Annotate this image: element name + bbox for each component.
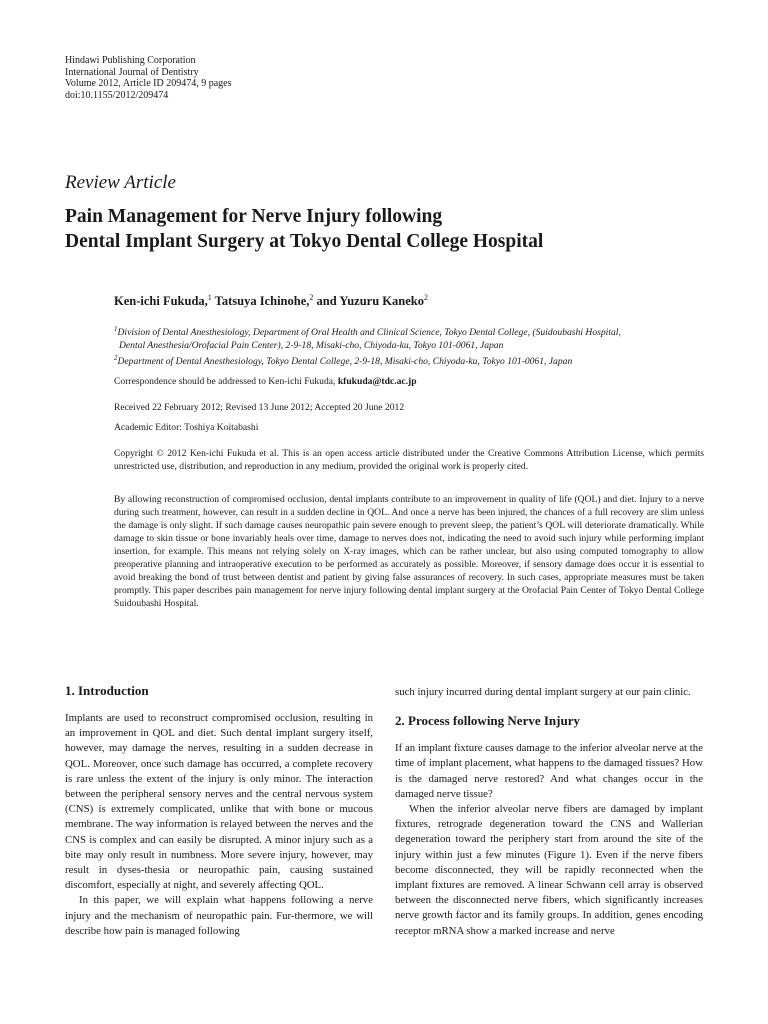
academic-editor: Academic Editor: Toshiya Koitabashi — [114, 422, 259, 433]
author-3-affil: 2 — [423, 293, 428, 302]
affiliation-1: $^1$Division of Dental Anesthesiology, Department of Oral Health and Clinical Science, Tokyo Dental College, (Suidoubashi Hospital, — [114, 325, 621, 339]
author-1: Ken-ichi Fukuda, — [114, 294, 208, 309]
dates: Received 22 February 2012; Revised 13 June 2012; Accepted 20 June 2012 — [114, 402, 405, 413]
paper-title — [65, 204, 715, 254]
correspondence-email[interactable]: kfukuda@tdc.ac.jp — [337, 376, 417, 387]
section-1-heading: 1. Introduction — [65, 683, 149, 698]
section-1-para-1: Implants are used to reconstruct compromised occlusion, resulting in an improvement in QOL and diet. Such dental implant surgery itself, however, may damage the nerves, resulting in a sudden decrease in QOL. Moreover, once such damage has occurred, a complete recovery is rare unless the extent of the injury is only minor. The interaction between the peripheral sensory nerves and the central nervous system (CNS) is extremely complicated, unlike that with bone or mucous membrane. The way information is relayed between the nerves and the CNS is complex and can easily be disrupted. A minor injury such as a bite may only result in numbness. More severe injury, however, may result in dyses-thesia or neuropathic pain, causing sustained discomfort, especially at night, and severely affecting QOL. — [65, 712, 373, 892]
author-1-affil: 1 — [207, 293, 212, 302]
doi: doi:10.1155/2012/209474 — [65, 89, 169, 101]
publisher: Hindawi Publishing Corporation — [65, 55, 196, 66]
left-column — [65, 683, 373, 939]
journal-header — [65, 55, 231, 101]
volume-info: Volume 2012, Article ID 209474, 9 pages — [65, 78, 232, 90]
author-3: and Yuzuru Kaneko — [313, 294, 424, 309]
right-column — [395, 685, 703, 939]
journal-name: International Journal of Dentistry — [65, 66, 199, 78]
correspondence: Correspondence should be addressed to Ken-ichi Fukuda, kfukuda@tdc.ac.jp — [114, 376, 417, 387]
affiliation-2: $^2$Department of Dental Anesthesiology, Tokyo Dental College, 2-9-18, Misaki-cho, Chiyoda-ku, Tokyo 101-0061, Japan — [114, 354, 573, 368]
section-1-para-2: In this paper, we will explain what happens following a nerve injury and the mechanism of neuropathic pain. Fur-thermore, we will describe how pain is managed following — [65, 894, 373, 937]
affiliation-1-cont: Dental Anesthesia/Orofacial Pain Center), 2-9-18, Misaki-cho, Chiyoda-ku, Tokyo 101-0061, Japan — [119, 340, 504, 352]
title-line-1: Pain Management for Nerve Injury following — [65, 206, 443, 227]
section-2-para-2: When the inferior alveolar nerve fibers are damaged by implant fixtures, retrograde degeneration toward the CNS and Wallerian degeneration toward the periphery start from around the site of the injury within just a few minutes (Figure 1). Even if the nerve fibers become disconnected, they will be rapidly reconnected when the implant fixtures are removed. A linear Schwann cell array is observed between the disconnected nerve fibers, which significantly increases nerve growth factor and its family groups. In addition, genes encoding receptor mRNA show a marked increase and nerve — [395, 803, 703, 937]
section-2-heading: 2. Process following Nerve Injury — [395, 713, 580, 729]
copyright: Copyright © 2012 Ken-ichi Fukuda et al. This is an open access article distributed under the Creative Commons Attribution License, which permits unrestricted use, distribution, and reproduction in any medium, provided the original work is properly cited. — [114, 448, 704, 472]
section-1-para-2-cont: such injury incurred during dental implant surgery at our pain clinic. — [395, 686, 691, 698]
authors — [114, 293, 428, 309]
title-line-2: Dental Implant Surgery at Tokyo Dental College Hospital — [65, 231, 544, 252]
author-2-affil: 2 — [309, 293, 314, 302]
article-type: Review Article — [65, 172, 176, 193]
affiliations — [114, 323, 704, 368]
section-2-para-1: If an implant fixture causes damage to the inferior alveolar nerve at the time of implant placement, what happens to the damaged tissues? How is the damaged nerve restored? And what changes occur in the damaged nerve tissue? — [395, 742, 703, 800]
author-2: Tatsuya Ichinohe, — [211, 294, 310, 309]
abstract: By allowing reconstruction of compromised occlusion, dental implants contribute to an improvement in quality of life (QOL) and diet. Injury to a nerve during such treatment, however, can result in a sudden decline in QOL. And once a nerve has been injured, the chances of a full recovery are slim unless the damage is only slight. If such damage causes neuropathic pain severe enough to prevent sleep, the patient’s QOL will deteriorate dramatically. While damage to skin tissue or bone invariably heals over time, damage to nerves does not, indicating the need to avoid such injury while performing implant insertion, for example. This means not relying solely on X-ray images, which can be rather unclear, but also using computed tomography to allow preoperative planning and intraoperative execution to be performed as accurately as possible. Moreover, if sensory damage does occur it is essential to avoid breaking the bond of trust between dentist and patient by giving false assurances of recovery. In such cases, appropriate measures must be taken promptly. This paper describes pain management for nerve injury following dental implant surgery at the Orofacial Pain Center of Tokyo Dental College Suidoubashi Hospital. — [114, 494, 704, 609]
